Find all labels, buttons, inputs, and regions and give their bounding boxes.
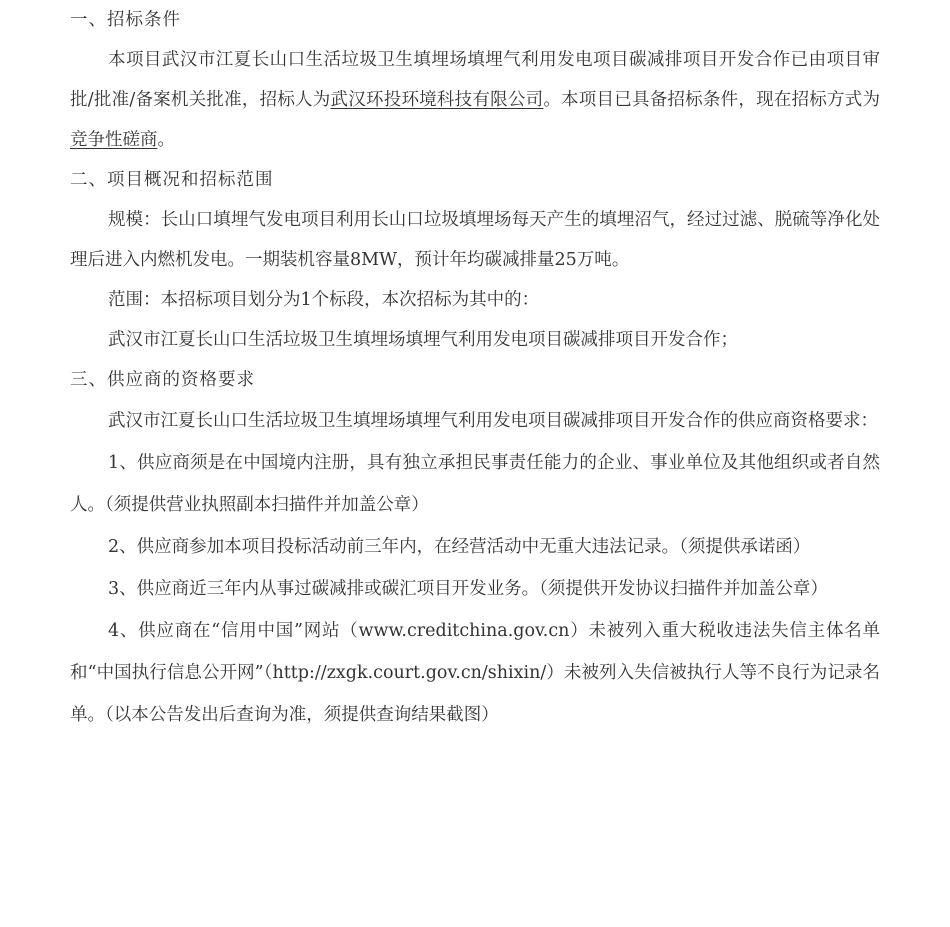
requirement-2: 2、供应商参加本项目投标活动前三年内，在经营活动中无重大违法记录。（须提供承诺函）: [108, 537, 811, 557]
lot-paragraph: 武汉市江夏长山口生活垃圾卫生填埋场填埋气利用发电项目碳减排项目开发合作；: [108, 330, 738, 350]
requirement-1: 1、供应商须是在中国境内注册，具有独立承担民事责任能力的企业、事业单位及其他组织或者自然人。（须提供营业执照副本扫描件并加盖公章）: [70, 453, 880, 515]
text-segment: 。: [157, 130, 175, 150]
tenderer-name: 武汉环投环境科技有限公司: [330, 90, 544, 110]
requirement-3: 3、供应商近三年内从事过碳减排或碳汇项目开发业务。（须提供开发协议扫描件并加盖公章）: [108, 579, 828, 599]
text-segment: 。本项目已具备招标条件，现在招标方式为: [543, 90, 880, 110]
requirement-4: 4、供应商在“信用中国”网站（www.creditchina.gov.cn）未被列入重大税收违法失信主体名单和“中国执行信息公开网”（http://zxgk.court.gov.cn/shixin/）未被列入失信被执行人等不良行为记录名单。（以本公告发出后查询为准，须提供查询结果截图）: [70, 621, 880, 725]
section-heading-qualifications: 三、供应商的资格要求: [70, 370, 255, 390]
text-segment: 本项目武汉市江夏长山口生活垃圾卫生填埋场填埋气利用发电项目碳减排项目开发合作已由项目审批/批准/备案机关批准，招标人为: [70, 50, 880, 110]
section-heading-tender-conditions: 一、招标条件: [70, 10, 181, 30]
tender-conditions-paragraph: [70, 40, 880, 160]
project-scale-paragraph: 规模：长山口填埋气发电项目利用长山口垃圾填埋场每天产生的填埋沼气，经过过滤、脱硫等净化处理后进入内燃机发电。一期装机容量8MW，预计年均碳减排量25万吨。: [70, 210, 880, 270]
section-heading-project-overview: 二、项目概况和招标范围: [70, 170, 274, 190]
announcement-body: [70, 0, 880, 736]
project-scope-paragraph: 范围：本招标项目划分为1个标段，本次招标为其中的：: [108, 290, 540, 310]
qualification-intro: 武汉市江夏长山口生活垃圾卫生填埋场填埋气利用发电项目碳减排项目开发合作的供应商资格要求：: [108, 411, 878, 431]
tender-method: 竞争性磋商: [70, 130, 158, 150]
